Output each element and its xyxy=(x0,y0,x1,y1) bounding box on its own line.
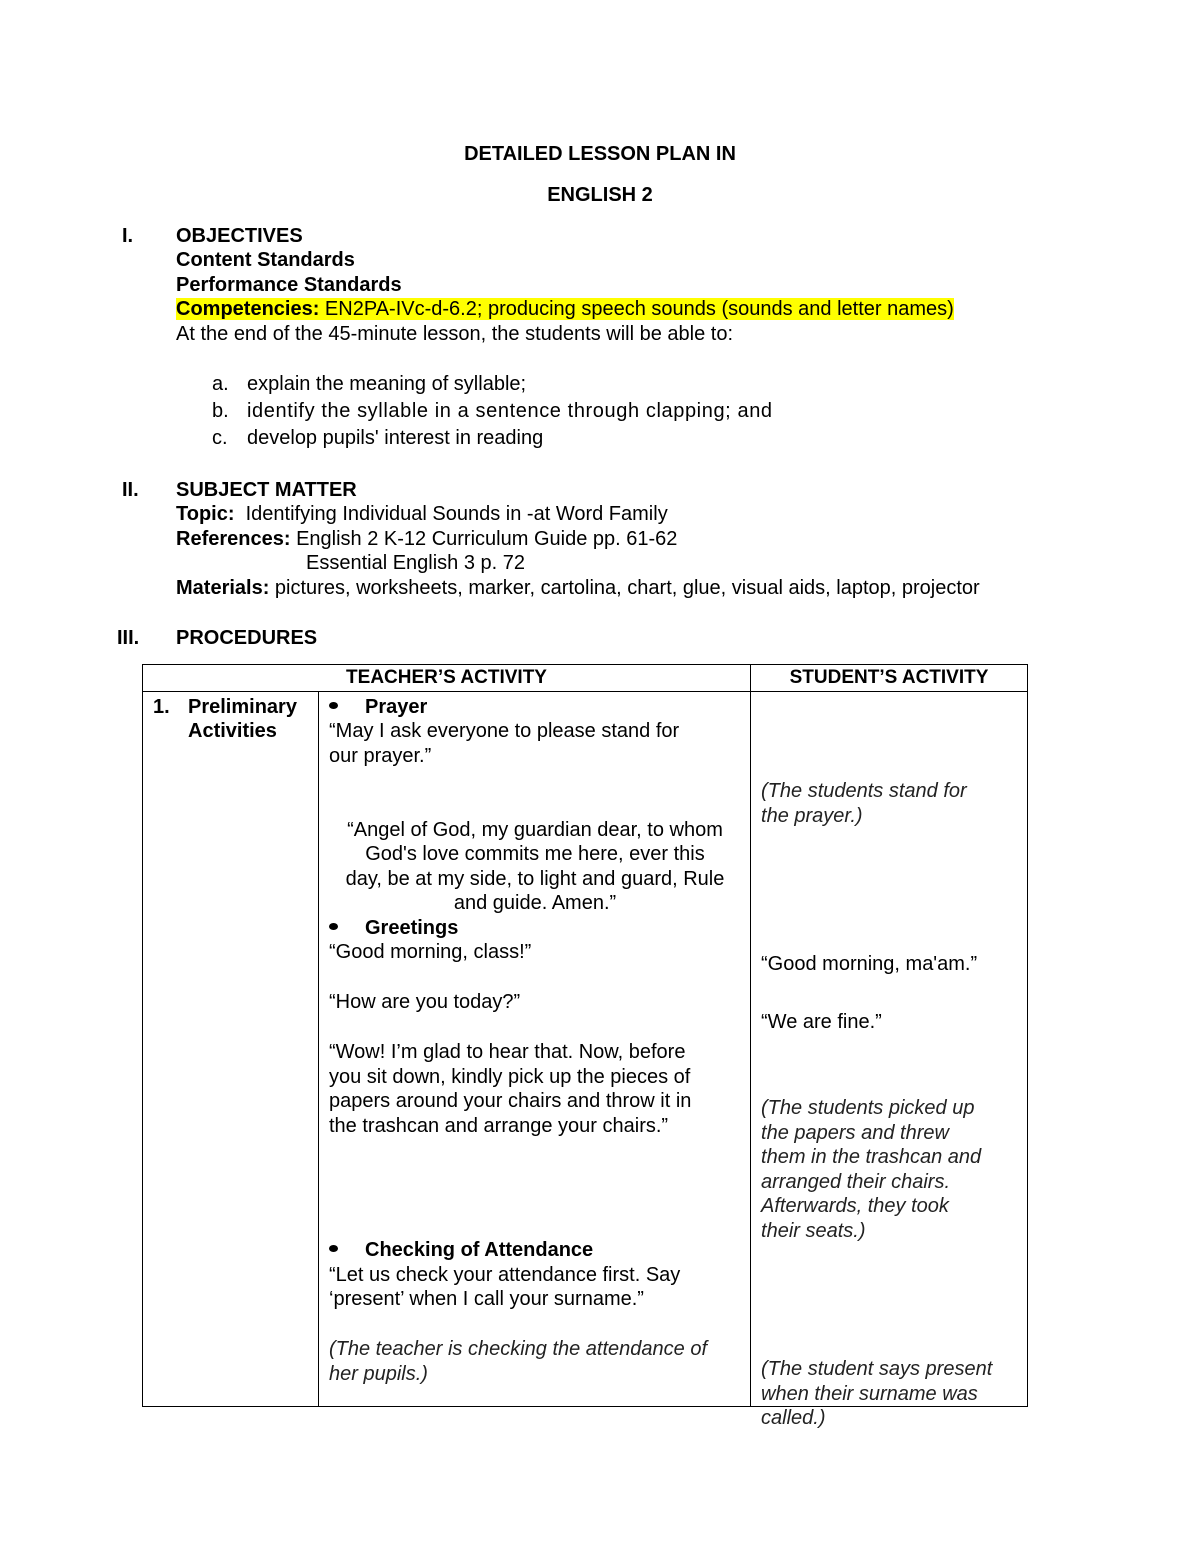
prayer-heading: Prayer xyxy=(329,696,427,719)
references-text-1: English 2 K-12 Curriculum Guide pp. 61-62 xyxy=(290,528,678,550)
student-activity-cell xyxy=(751,692,1028,1429)
student-present-line2: when their surname was xyxy=(761,1383,978,1405)
wow-line4: the trashcan and arrange your chairs.” xyxy=(329,1115,669,1137)
student-papers-line5: Afterwards, they took xyxy=(761,1195,949,1217)
teacher-note-line2: her pupils.) xyxy=(329,1363,428,1385)
competencies xyxy=(176,298,954,321)
bullet-icon xyxy=(329,923,338,930)
materials-line xyxy=(176,577,980,600)
wow-line3: papers around your chairs and throw it in xyxy=(329,1090,692,1112)
bullet-icon xyxy=(329,702,338,709)
procedures-table xyxy=(142,664,1028,1429)
attendance-heading: Checking of Attendance xyxy=(329,1239,593,1262)
angel-prayer-line1: “Angel of God, my guardian dear, to whom xyxy=(347,819,723,841)
attendance-line1: “Let us check your attendance first. Say xyxy=(329,1264,681,1286)
competencies-label: Competencies: xyxy=(176,298,320,320)
angel-prayer-line4: and guide. Amen.” xyxy=(453,892,617,914)
wow-line1: “Wow! I’m glad to hear that. Now, before xyxy=(329,1041,686,1063)
materials-text: pictures, worksheets, marker, cartolina, chart, glue, visual aids, laptop, projector xyxy=(269,577,980,599)
objectives-heading: OBJECTIVES xyxy=(176,225,303,247)
row-label-num: 1. xyxy=(153,696,170,718)
row-label-line1: Preliminary xyxy=(188,696,297,718)
procedures-numeral: III. xyxy=(117,627,140,649)
references-line xyxy=(176,528,677,551)
student-papers-line4: arranged their chairs. xyxy=(761,1171,950,1193)
greetings-heading: Greetings xyxy=(329,917,458,940)
page-title-line2: ENGLISH 2 xyxy=(547,184,653,206)
student-papers-line1: (The students picked up xyxy=(761,1097,975,1119)
content-standards: Content Standards xyxy=(176,249,355,271)
row-label-cell xyxy=(143,692,319,1407)
objective-item-a: explain the meaning of syllable; xyxy=(247,373,527,395)
procedures-heading: PROCEDURES xyxy=(176,627,318,649)
objective-item-b: identify the syllable in a sentence through clapping; and xyxy=(247,400,773,422)
student-prayer-line2: the prayer.) xyxy=(761,805,863,827)
table-header-row xyxy=(143,665,1028,692)
wow-line2: you sit down, kindly pick up the pieces of xyxy=(329,1066,691,1088)
competencies-text: EN2PA-IVc-d-6.2; producing speech sounds (sounds and letter names) xyxy=(319,298,954,320)
prayer-line2: our prayer.” xyxy=(329,745,432,767)
teacher-activity-cell xyxy=(319,692,751,1407)
student-greeting: “Good morning, ma'am.” xyxy=(761,953,978,975)
topic-line xyxy=(176,503,668,526)
prayer-line1: “May I ask everyone to please stand for xyxy=(329,720,680,742)
student-present-line3: called.) xyxy=(761,1407,826,1429)
performance-standards: Performance Standards xyxy=(176,274,402,296)
subject-heading: SUBJECT MATTER xyxy=(176,479,357,501)
table-row xyxy=(143,692,1028,1407)
topic-label: Topic: xyxy=(176,503,235,525)
student-prayer-line1: (The students stand for xyxy=(761,780,967,802)
objectives-numeral: I. xyxy=(122,225,134,247)
page-title-line1: DETAILED LESSON PLAN IN xyxy=(464,143,736,165)
teacher-activity-header: TEACHER’S ACTIVITY xyxy=(143,665,751,692)
student-papers-line6: their seats.) xyxy=(761,1220,866,1242)
objective-letter-b: b. xyxy=(212,400,229,422)
student-fine: “We are fine.” xyxy=(761,1011,882,1033)
references-label: References: xyxy=(176,528,291,550)
greeting-line2: “How are you today?” xyxy=(329,991,521,1013)
student-present-line1: (The student says present xyxy=(761,1358,993,1380)
student-papers-line2: the papers and threw xyxy=(761,1122,949,1144)
student-papers-line3: them in the trashcan and xyxy=(761,1146,982,1168)
subject-numeral: II. xyxy=(122,479,139,501)
row-label-line2: Activities xyxy=(188,720,277,742)
references-text-2: Essential English 3 p. 72 xyxy=(306,552,526,574)
angel-prayer-line2: God's love commits me here, ever this xyxy=(365,843,705,865)
bullet-icon xyxy=(329,1245,338,1252)
topic-text: Identifying Individual Sounds in -at Word Family xyxy=(234,503,668,525)
attendance-line2: ‘present’ when I call your surname.” xyxy=(329,1288,644,1310)
materials-label: Materials: xyxy=(176,577,270,599)
objectives-intro: At the end of the 45-minute lesson, the students will be able to: xyxy=(176,323,734,345)
objective-item-c: develop pupils' interest in reading xyxy=(247,427,544,449)
student-activity-header: STUDENT’S ACTIVITY xyxy=(751,665,1028,692)
angel-prayer-line3: day, be at my side, to light and guard, Rule xyxy=(345,868,725,890)
objective-letter-a: a. xyxy=(212,373,229,395)
teacher-note-line1: (The teacher is checking the attendance of xyxy=(329,1338,708,1360)
objective-letter-c: c. xyxy=(212,427,228,449)
greeting-line1: “Good morning, class!” xyxy=(329,941,532,963)
